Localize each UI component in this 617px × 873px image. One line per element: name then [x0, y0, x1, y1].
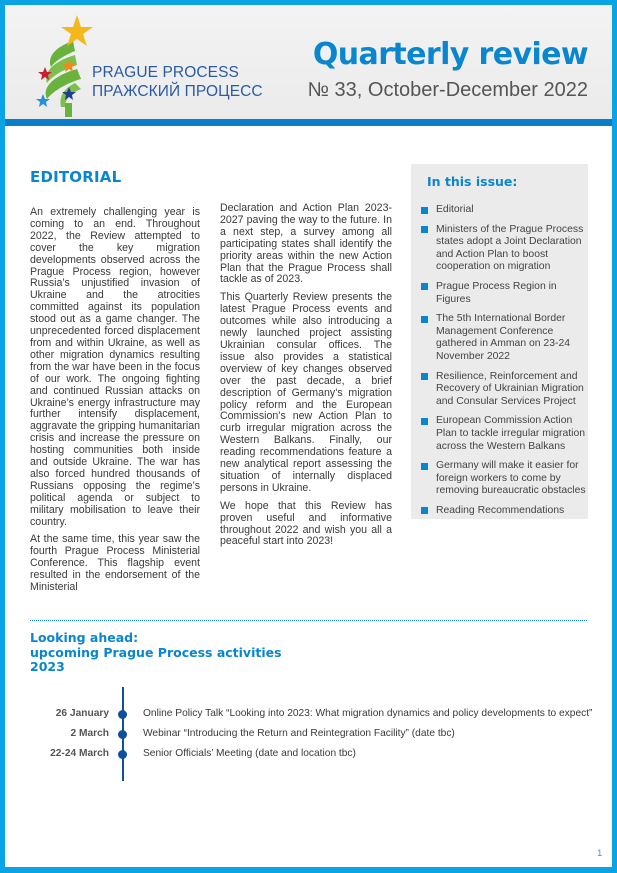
- timeline-event: [0, 708, 612, 722]
- square-bullet-icon: [421, 207, 428, 214]
- event-date: 26 January: [55, 708, 109, 719]
- square-bullet-icon: [421, 463, 428, 470]
- toc-item[interactable]: Germany will make it easier for foreign workers to come by removing bureaucratic obstacles: [421, 460, 586, 498]
- square-bullet-icon: [421, 507, 428, 514]
- toc-item[interactable]: Reading Recommendations: [421, 505, 586, 518]
- square-bullet-icon: [421, 316, 428, 323]
- toc-item[interactable]: Ministers of the Prague Process states adopt a Joint Declaration and Action Plan to boost cooperation on migration: [421, 224, 586, 274]
- table-of-contents: [421, 204, 586, 524]
- timeline-dot-icon: [118, 710, 127, 719]
- timeline-event: [0, 728, 612, 742]
- header: [5, 5, 612, 126]
- logo-text: [92, 63, 263, 101]
- square-bullet-icon: [421, 226, 428, 233]
- editorial-paragraph: At the same time, this year saw the fourth Prague Process Ministerial Conference. This flagship event resulted in the endorsement of the Ministerial: [30, 533, 200, 594]
- page-number: 1: [597, 848, 603, 859]
- timeline-event: [0, 748, 612, 762]
- editorial-paragraph: An extremely challenging year is coming to an end. Throughout 2022, the Review attempted to cover the key migration developments observed across the Prague Process region, however Russia’s unjustified invasion of Ukraine and the atrocities committed against its population stood out as a game changer. The unprecedented forced displacement from and within Ukraine, as well as other migration dynamics resulting from the war have been in the focus of our work. The ongoing fighting and continued Russian attacks on Ukraine’s energy infrastructure may further intensify displacement, aggravate the gripping humanitarian crisis and increase the pressure on hosting communities both inside and outside Ukraine. The war has also forced hundred thousands of Russians opposing the regime’s political agenda or subject to military mobilisation to leave their country.: [30, 206, 200, 528]
- looking-ahead-heading: Looking ahead: upcoming Prague Process activities 2023: [30, 630, 282, 674]
- prague-process-tree-logo-icon: [25, 11, 100, 121]
- logo-text-cyrillic: ПРАЖСКИЙ ПРОЦЕСС: [92, 83, 263, 100]
- logo-text-latin: PRAGUE PROCESS: [92, 64, 239, 81]
- in-this-issue-box: [411, 164, 588, 519]
- event-description: Webinar “Introducing the Return and Reintegration Facility” (date tbc): [143, 728, 455, 739]
- toc-item[interactable]: Editorial: [421, 204, 586, 217]
- square-bullet-icon: [421, 373, 428, 380]
- editorial-paragraph: We hope that this Review has proven useful and informative throughout 2022 and wish you all a peaceful start into 2023!: [220, 499, 392, 548]
- event-date: 22-24 March: [50, 748, 109, 759]
- event-date: 2 March: [70, 728, 109, 739]
- toc-item[interactable]: Resilience, Reinforcement and Recovery of Ukrainian Migration and Consular Services Project: [421, 371, 586, 409]
- toc-item[interactable]: Prague Process Region in Figures: [421, 281, 586, 306]
- timeline-dot-icon: [118, 750, 127, 759]
- event-description: Senior Officials’ Meeting (date and location tbc): [143, 748, 356, 759]
- toc-item[interactable]: The 5th International Border Management Conference gathered in Amman on 23-24 November 2022: [421, 313, 586, 363]
- toc-item[interactable]: European Commission Action Plan to tackle irregular migration across the Western Balkans: [421, 415, 586, 453]
- square-bullet-icon: [421, 418, 428, 425]
- in-this-issue-heading: In this issue:: [427, 174, 518, 189]
- editorial-column-2: [220, 203, 392, 554]
- event-description: Online Policy Talk “Looking into 2023: What migration dynamics and policy developments to expect”: [143, 708, 593, 719]
- editorial-paragraph: This Quarterly Review presents the latest Prague Process events and outcomes while also introducing a newly launched project assisting Ukrainian consular offices. The issue also provides a statistical overview of key changes observed over the past decade, a brief description of Germany’s migration policy reform and the European Commission’s new Action Plan to curb irregular migration across the Western Balkans. Finally, our reading recommendations feature a new analytical report assessing the situation of internally displaced persons in Ukraine.: [220, 291, 392, 494]
- section-divider: [30, 620, 587, 621]
- editorial-column-1: [30, 207, 200, 600]
- editorial-heading: EDITORIAL: [30, 168, 122, 186]
- timeline-dot-icon: [118, 730, 127, 739]
- issue-number: № 33, October-December 2022: [307, 79, 588, 101]
- publication-title: Quarterly review: [312, 37, 588, 72]
- editorial-paragraph: Declaration and Action Plan 2023-2027 paving the way to the future. In a next step, a survey among all participating states shall identify the priority areas within the new Action Plan that the Prague Process shall tackle as of 2023.: [220, 202, 392, 286]
- square-bullet-icon: [421, 283, 428, 290]
